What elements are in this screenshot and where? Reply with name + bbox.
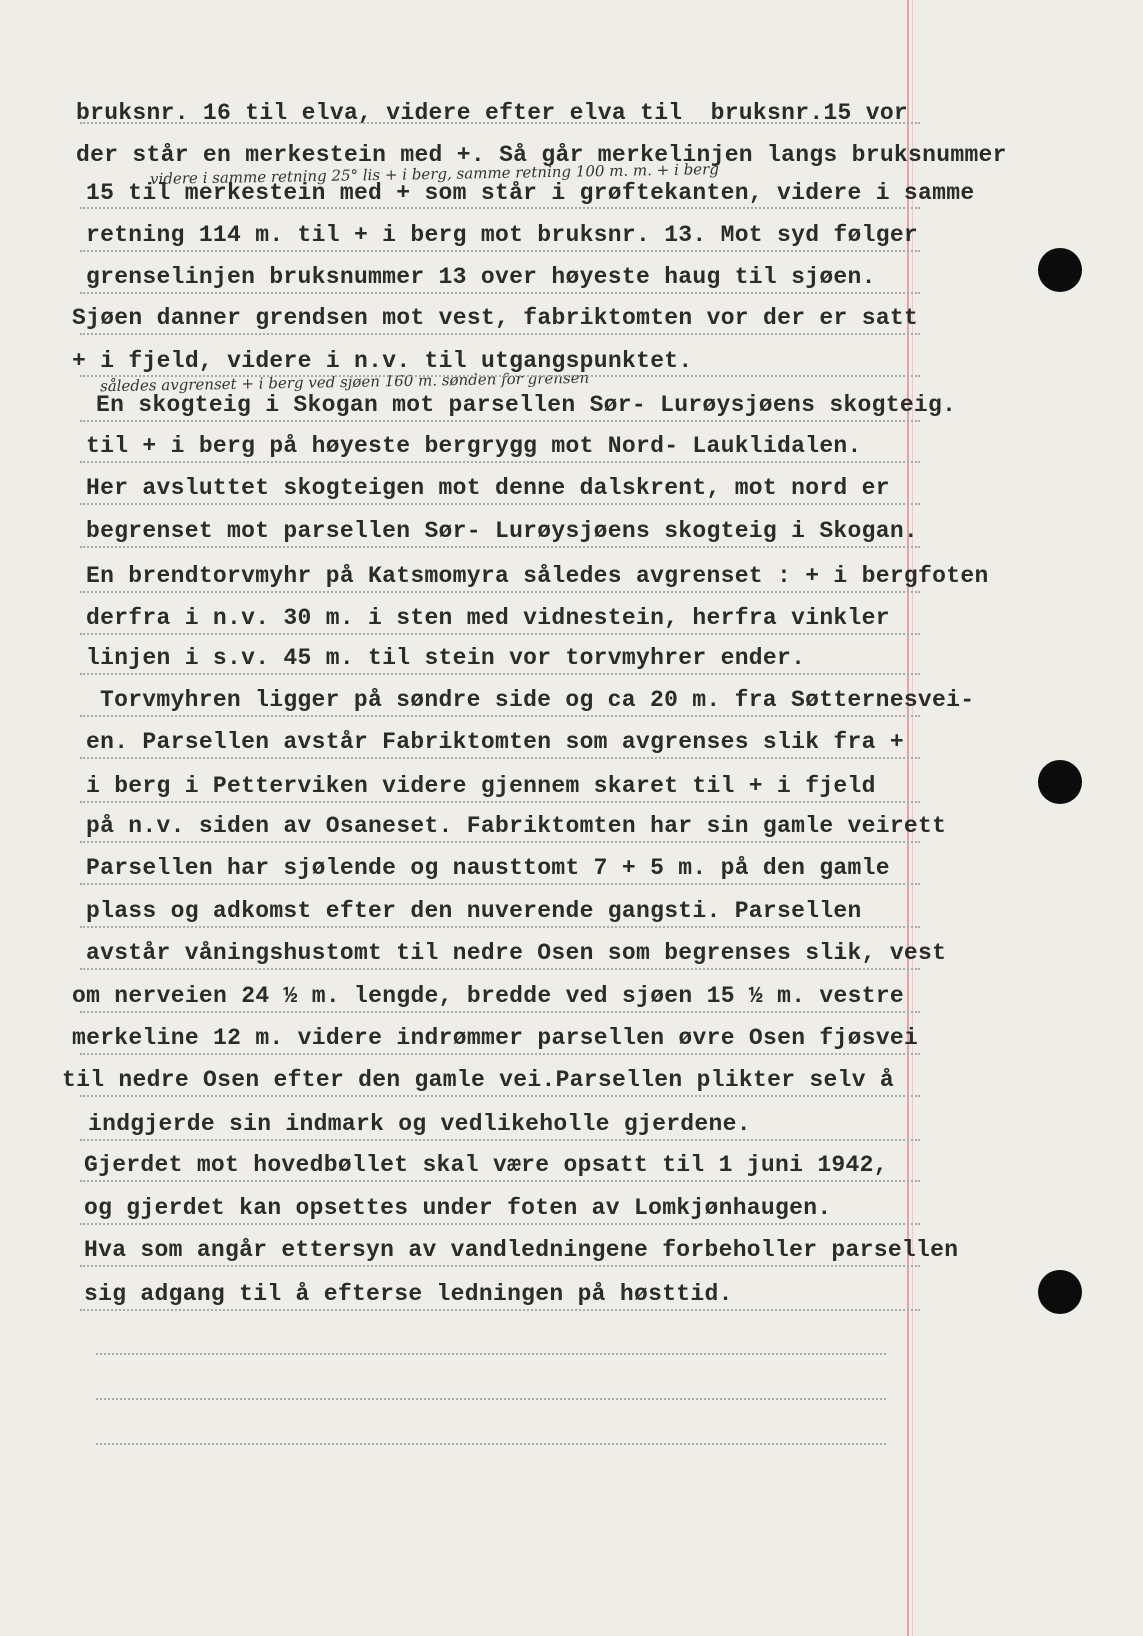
ruled-line — [80, 841, 920, 843]
ruled-line — [80, 122, 920, 124]
text-line: + i fjeld, videre i n.v. til utgangspunktet. — [72, 348, 693, 374]
handwritten-annotation: således avgrenset + i berg ved sjøen 160 m. sønden for grensen — [99, 368, 590, 396]
text-line: begrenset mot parsellen Sør- Lurøysjøens skogteig i Skogan. — [86, 518, 919, 544]
ruled-line — [80, 375, 920, 377]
ruled-line — [80, 1053, 920, 1055]
ruled-line — [96, 1443, 886, 1445]
text-line: der står en merkestein med +. Så går merkelinjen langs bruksnummer — [76, 142, 1007, 168]
text-line: til + i berg på høyeste bergrygg mot Nord- Lauklidalen. — [86, 433, 862, 459]
ruled-line — [80, 1095, 920, 1097]
text-line: på n.v. siden av Osaneset. Fabriktomten har sin gamle veirett — [86, 813, 947, 839]
punch-hole — [1038, 1270, 1082, 1314]
text-line: Her avsluttet skogteigen mot denne dalskrent, mot nord er — [86, 475, 890, 501]
text-line: og gjerdet kan opsettes under foten av Lomkjønhaugen. — [84, 1195, 832, 1221]
ruled-line — [80, 1309, 920, 1311]
ruled-line — [80, 673, 920, 675]
text-line: En brendtorvmyhr på Katsmomyra således avgrenset : + i bergfoten — [86, 563, 989, 589]
text-line: merkeline 12 m. videre indrømmer parsellen øvre Osen fjøsvei — [72, 1025, 919, 1051]
punch-hole — [1038, 248, 1082, 292]
ruled-line — [80, 292, 920, 294]
ruled-line — [80, 591, 920, 593]
ruled-line — [80, 1180, 920, 1182]
text-line: retning 114 m. til + i berg mot bruksnr. 13. Mot syd følger — [86, 222, 919, 248]
text-line: grenselinjen bruksnummer 13 over høyeste haug til sjøen. — [86, 264, 876, 290]
ruled-line — [80, 333, 920, 335]
ruled-line — [80, 801, 920, 803]
text-line: en. Parsellen avstår Fabriktomten som avgrenses slik fra + — [86, 729, 904, 755]
text-line: linjen i s.v. 45 m. til stein vor torvmyhrer ender. — [86, 645, 806, 671]
ruled-line — [80, 420, 920, 422]
ruled-line — [80, 1011, 920, 1013]
ruled-line — [80, 207, 920, 209]
ruled-line — [80, 503, 920, 505]
text-line: plass og adkomst efter den nuverende gangsti. Parsellen — [86, 898, 862, 924]
text-line: sig adgang til å efterse ledningen på høsttid. — [84, 1281, 733, 1307]
punch-hole — [1038, 760, 1082, 804]
text-line: derfra i n.v. 30 m. i sten med vidnestein, herfra vinkler — [86, 605, 890, 631]
ruled-line — [80, 1265, 920, 1267]
ruled-line — [80, 1223, 920, 1225]
ruled-line — [80, 757, 920, 759]
text-line: Sjøen danner grendsen mot vest, fabriktomten vor der er satt — [72, 305, 919, 331]
text-line: Parsellen har sjølende og nausttomt 7 + 5 m. på den gamle — [86, 855, 890, 881]
ruled-line — [80, 883, 920, 885]
text-line: Torvmyhren ligger på søndre side og ca 20 m. fra Søtternesvei- — [100, 687, 975, 713]
text-line: til nedre Osen efter den gamle vei.Parsellen plikter selv å — [62, 1067, 895, 1093]
ruled-line — [80, 968, 920, 970]
text-line: Hva som angår ettersyn av vandledningene forbeholler parsellen — [84, 1237, 959, 1263]
text-line: En skogteig i Skogan mot parsellen Sør- Lurøysjøens skogteig. — [96, 392, 957, 418]
text-line: i berg i Petterviken videre gjennem skaret til + i fjeld — [86, 773, 876, 799]
ruled-line — [80, 461, 920, 463]
ruled-line — [80, 250, 920, 252]
text-line: bruksnr. 16 til elva, videre efter elva til bruksnr.15 vor — [76, 100, 909, 126]
text-line: avstår våningshustomt til nedre Osen som begrenses slik, vest — [86, 940, 947, 966]
ruled-line — [80, 633, 920, 635]
handwritten-annotation: videre i samme retning 25° lis + i berg, samme retning 100 m. m. + i berg — [149, 160, 720, 188]
text-line: om nerveien 24 ½ m. lengde, bredde ved sjøen 15 ½ m. vestre — [72, 983, 905, 1009]
ruled-line — [80, 1139, 920, 1141]
ruled-line — [96, 1353, 886, 1355]
ruled-line — [80, 546, 920, 548]
text-line: indgjerde sin indmark og vedlikeholle gjerdene. — [88, 1111, 751, 1137]
text-line: Gjerdet mot hovedbøllet skal være opsatt til 1 juni 1942, — [84, 1152, 888, 1178]
text-line: 15 til merkestein med + som står i grøftekanten, videre i samme — [86, 180, 975, 206]
ruled-line — [96, 1398, 886, 1400]
ruled-line — [80, 926, 920, 928]
ruled-line — [80, 715, 920, 717]
